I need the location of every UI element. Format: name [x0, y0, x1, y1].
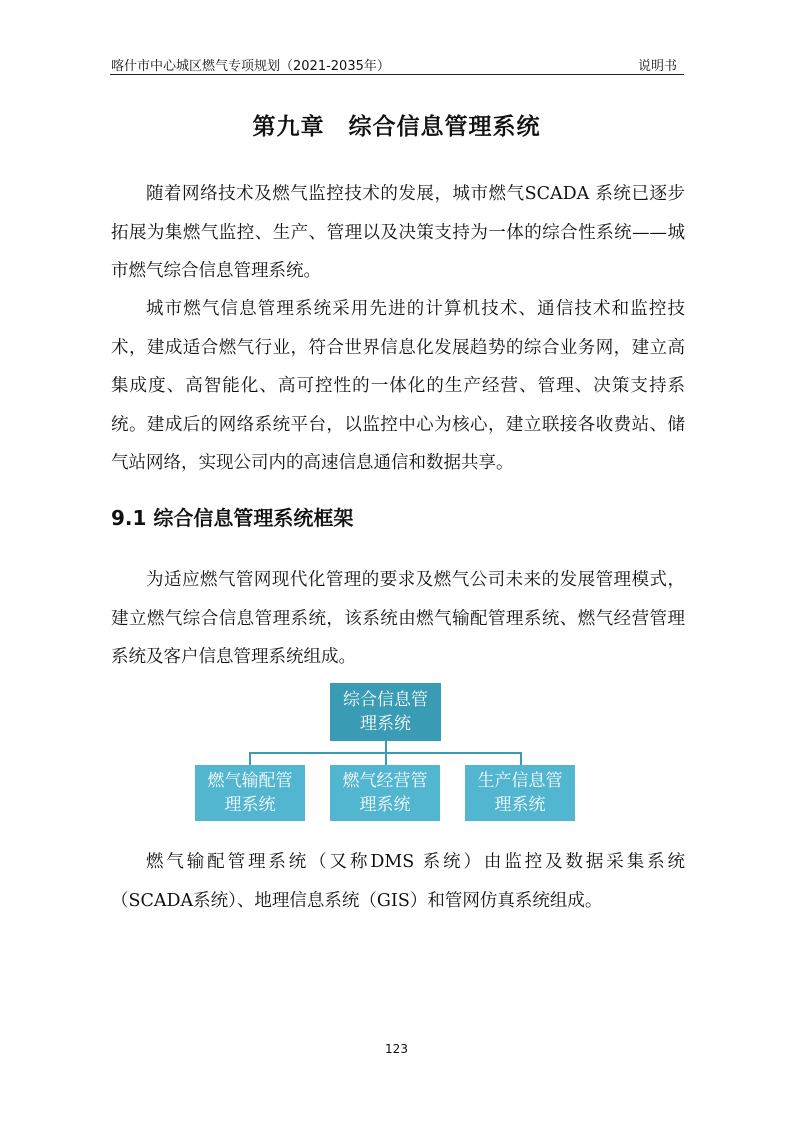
section-title: 9.1 综合信息管理系统框架 [111, 506, 354, 530]
diagram-connector-left [249, 752, 251, 765]
header-rule [110, 74, 684, 75]
diagram-child-box-1: 燃气输配管理系统 [195, 765, 305, 821]
diagram-root-box: 综合信息管理系统 [330, 683, 441, 741]
intro-paragraph-1: 随着网络技术及燃气监控技术的发展，城市燃气SCADA 系统已逐步拓展为集燃气监控、生产、管理以及决策支持为一体的综合性系统——城市燃气综合信息管理系统。 [111, 184, 685, 281]
diagram-child-box-3: 生产信息管理系统 [465, 765, 575, 821]
section-paragraph: 为适应燃气管网现代化管理的要求及燃气公司未来的发展管理模式，建立燃气综合信息管理系统，该系统由燃气输配管理系统、燃气经营管理系统及客户信息管理系统组成。 [111, 570, 685, 667]
intro-paragraph-2: 城市燃气信息管理系统采用先进的计算机技术、通信技术和监控技术，建成适合燃气行业，符合世界信息化发展趋势的综合业务网，建立高集成度、高智能化、高可控性的一体化的生产经营、管理、决策支持系统。建成后的网络系统平台，以监控中心为核心，建立联接各收费站、储气站网络，实现公司内的高速信息通信和数据共享。 [111, 299, 685, 473]
diagram-connector-right [520, 752, 522, 765]
header-title: 喀什市中心城区燃气专项规划（2021-2035年） [111, 59, 390, 74]
page-number: 123 [385, 1042, 408, 1056]
chapter-title: 第九章 综合信息管理系统 [252, 114, 541, 140]
closing-paragraph: 燃气输配管理系统（又称DMS 系统）由监控及数据采集系统（SCADA系统）、地理信息系统（GIS）和管网仿真系统组成。 [111, 852, 685, 911]
header-doc-type: 说明书 [637, 59, 677, 74]
diagram-child-box-2: 燃气经营管理系统 [330, 765, 440, 821]
diagram-connector-middle [385, 752, 387, 765]
